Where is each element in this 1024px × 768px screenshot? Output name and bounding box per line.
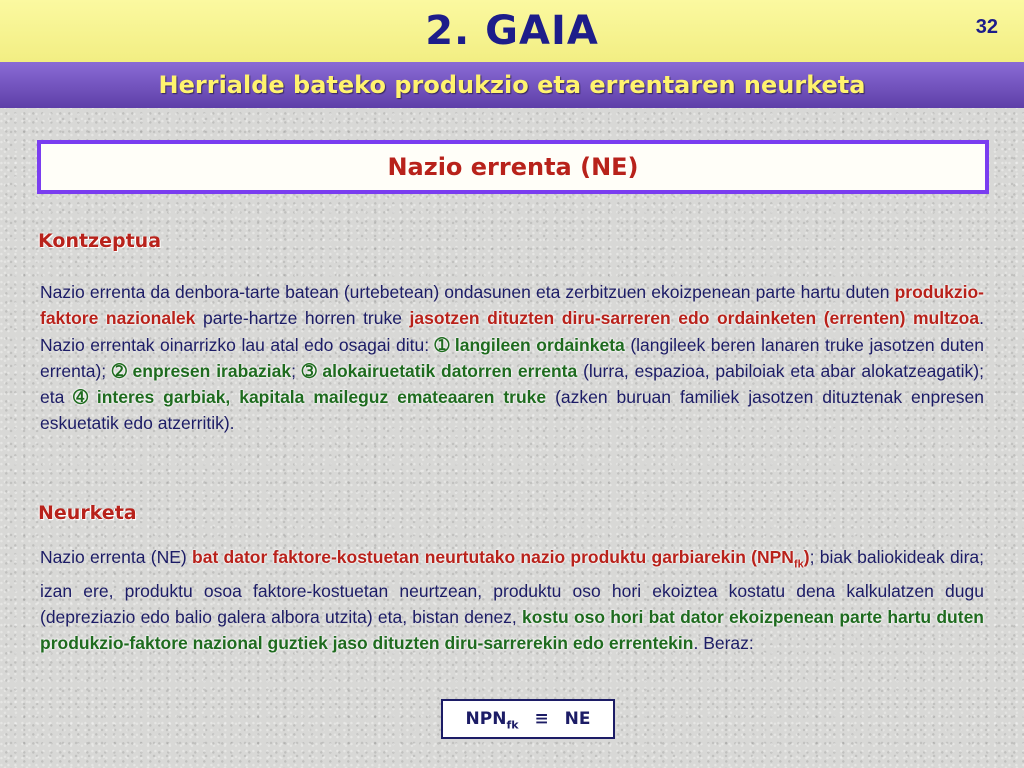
text-run: . Nazio errentak oinarrizko lau atal edo osagai ditu: bbox=[40, 308, 984, 355]
section-title: Nazio errenta (NE) bbox=[387, 153, 639, 181]
text-run: (lurra, espazioa, pabiloiak eta abar alokatzeagatik); eta bbox=[40, 360, 984, 408]
text-run: parte-hartze horren truke bbox=[195, 308, 410, 329]
subtitle-bar bbox=[0, 62, 1024, 108]
page-subtitle: Herrialde bateko produkzio eta errentaren neurketa bbox=[158, 71, 866, 99]
page-number: 32 bbox=[975, 16, 998, 38]
formula-right: NE bbox=[564, 709, 591, 729]
text-run: ; biak baliokideak dira; izan ere, produktu osoa faktore-kostuetan neurtzean, produktu oso hori ekoiztea kostatu dena kalkulatzen dugu (depreziazio edo balio galera albora utzita) eta, bistan denez, bbox=[40, 547, 984, 628]
highlight-text-end: ) bbox=[803, 547, 810, 567]
component-wages: ➀ langileen ordainketa bbox=[434, 334, 625, 355]
highlight-income-set: jasotzen dituzten diru-sarreren edo ordainketen (errenten) multzoa bbox=[409, 308, 980, 329]
highlight-text: bat dator faktore-kostuetan neurtutako nazio produktu garbiarekin (NPN bbox=[192, 547, 794, 567]
text-run: Nazio errenta da denbora-tarte batean (urtebetean) ondasunen eta zerbitzuen ekoizpenean parte hartu duten bbox=[40, 282, 895, 302]
text-run: (azken buruan familiek jasotzen dituztenak enpresen eskuetatik edo atzerritik). bbox=[40, 387, 984, 434]
formula-box bbox=[441, 699, 615, 739]
kontzeptua-heading: Kontzeptua bbox=[38, 230, 162, 252]
highlight-total-cost: kostu oso hori bat dator ekoizpenean parte hartu duten produkzio-faktore nazional guztiek jaso dituzten diru-sarrerekin edo errentekin bbox=[40, 607, 984, 654]
neurketa-heading: Neurketa bbox=[38, 502, 137, 524]
component-rents: ➂ alokairuetatik datorren errenta bbox=[301, 360, 578, 381]
component-interests: ➃ interes garbiak, kapitala maileguz emateaaren truke bbox=[73, 387, 547, 408]
text-run: Nazio errenta (NE) bbox=[40, 547, 193, 567]
title-bar bbox=[0, 0, 1024, 62]
highlight-npn-equivalence bbox=[192, 547, 810, 571]
equivalence-symbol: ≡ bbox=[534, 709, 549, 729]
kontzeptua-paragraph bbox=[40, 279, 984, 437]
subscript: fk bbox=[793, 558, 804, 571]
section-title-box bbox=[37, 140, 989, 194]
formula-left-subscript: fk bbox=[506, 718, 519, 732]
text-run: ; bbox=[291, 360, 302, 381]
formula-left: NPN bbox=[465, 709, 507, 729]
highlight-production-factors: produkzio-faktore nazionalek bbox=[40, 282, 984, 329]
text-run: (langileek beren lanaren truke jasotzen duten errenta); bbox=[40, 334, 984, 381]
page-title: 2. GAIA bbox=[425, 8, 599, 54]
component-profits: ➁ enpresen irabaziak bbox=[112, 360, 292, 381]
neurketa-paragraph bbox=[40, 544, 984, 657]
text-run: . Beraz: bbox=[693, 633, 754, 654]
